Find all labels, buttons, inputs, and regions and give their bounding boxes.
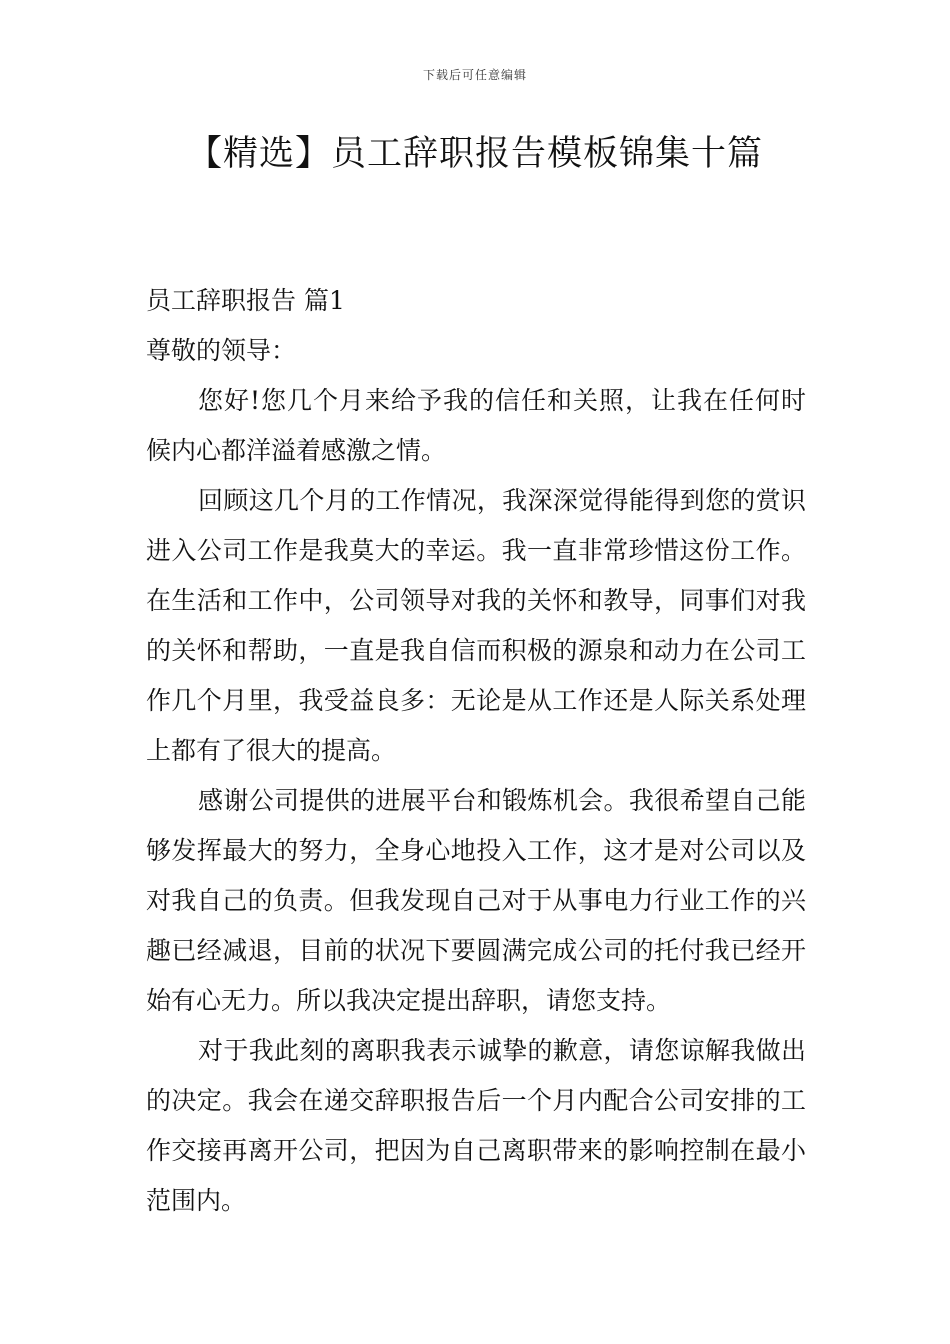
paragraph-2: 回顾这几个月的工作情况，我深深觉得能得到您的赏识进入公司工作是我莫大的幸运。我一直非常珍惜这份工作。在生活和工作中，公司领导对我的关怀和教导，同事们对我的关怀和帮助，一直是我自信而积极的源泉和动力在公司工作几个月里，我受益良多：无论是从工作还是人际关系处理上都有了很大的提高。: [146, 486, 806, 765]
header-note: 下载后可任意编辑: [422, 68, 527, 82]
section-heading: 员工辞职报告 篇1: [146, 286, 345, 315]
paragraph-1: 您好!您几个月来给予我的信任和关照，让我在任何时候内心都洋溢着感激之情。: [146, 386, 806, 465]
document-body: [146, 276, 806, 1226]
paragraph-3: 感谢公司提供的进展平台和锻炼机会。我很希望自己能够发挥最大的努力，全身心地投入工作，这才是对公司以及对我自己的负责。但我发现自己对于从事电力行业工作的兴趣已经减退，目前的状况下要圆满完成公司的托付我已经开始有心无力。所以我决定提出辞职，请您支持。: [146, 786, 806, 1015]
paragraph-4: 对于我此刻的离职我表示诚挚的歉意，请您谅解我做出的决定。我会在递交辞职报告后一个月内配合公司安排的工作交接再离开公司，把因为自己离职带来的影响控制在最小范围内。: [146, 1036, 806, 1215]
salutation: 尊敬的领导：: [146, 336, 297, 365]
document-title: 【精选】员工辞职报告模板锦集十篇: [186, 134, 763, 174]
